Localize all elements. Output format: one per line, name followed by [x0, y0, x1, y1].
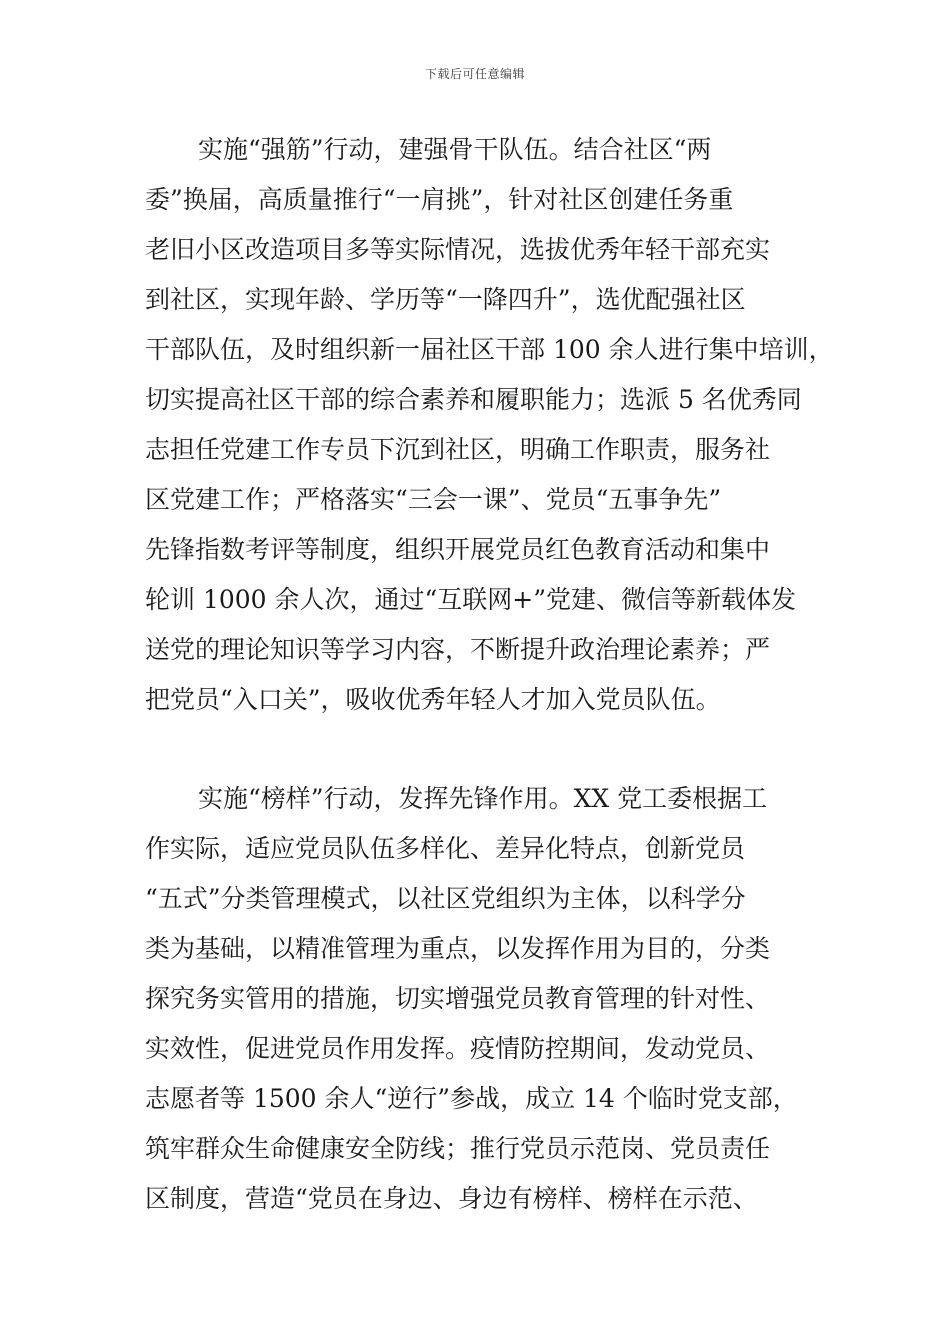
paragraph-1-line-10: 轮训 1000 余人次，通过“互联网+”党建、微信等新载体发: [145, 585, 797, 614]
paragraph-1-line-3: 老旧小区改造项目多等实际情况，选拔优秀年轻干部充实: [145, 235, 771, 264]
paragraph-1-line-6: 切实提高社区干部的综合素养和履职能力；选派 5 名优秀同: [145, 385, 802, 414]
paragraph-1-line-12: 把党员“入口关”，吸收优秀年轻人才加入党员队伍。: [145, 685, 721, 714]
paragraph-2-line-2: 作实际，适应党员队伍多样化、差异化特点，创新党员: [145, 834, 746, 863]
paragraph-1-line-7: 志担任党建工作专员下沉到社区，明确工作职责，服务社: [145, 435, 771, 464]
paragraph-2-line-4: 类为基础，以精准管理为重点，以发挥作用为目的，分类: [145, 934, 771, 963]
paragraph-1-line-11: 送党的理论知识等学习内容，不断提升政治理论素养；严: [145, 635, 771, 664]
paragraph-2-line-1: 实施“榜样”行动，发挥先锋作用。XX 党工委根据工: [198, 784, 768, 813]
paragraph-2-line-9: 区制度，营造“党员在身边、身边有榜样、榜样在示范、: [145, 1184, 758, 1213]
paragraph-2-line-6: 实效性，促进党员作用发挥。疫情防控期间，发动党员、: [145, 1034, 771, 1063]
paragraph-1-line-1: 实施“强筋”行动，建强骨干队伍。结合社区“两: [198, 135, 712, 164]
paragraph-1-line-5: 干部队伍，及时组织新一届社区干部 100 余人进行集中培训，: [145, 335, 834, 364]
paragraph-1-line-4: 到社区，实现年龄、学历等“一降四升”，选优配强社区: [145, 285, 746, 314]
paragraph-2-line-8: 筑牢群众生命健康安全防线；推行党员示范岗、党员责任: [145, 1134, 771, 1163]
paragraph-1-line-9: 先锋指数考评等制度，组织开展党员红色教育活动和集中: [145, 535, 771, 564]
paragraph-1-line-2: 委”换届，高质量推行“一肩挑”，针对社区创建任务重: [145, 185, 734, 214]
paragraph-2-line-7: 志愿者等 1500 余人“逆行”参战，成立 14 个临时党支部，: [145, 1084, 798, 1113]
header-note: 下载后可任意编辑: [424, 67, 525, 81]
paragraph-1-line-8: 区党建工作；严格落实“三会一课”、党员“五事争先”: [145, 485, 722, 514]
paragraph-2-line-5: 探究务实管用的措施，切实增强党员教育管理的针对性、: [145, 984, 771, 1013]
paragraph-2-line-3: “五式”分类管理模式，以社区党组织为主体，以科学分: [145, 884, 746, 913]
